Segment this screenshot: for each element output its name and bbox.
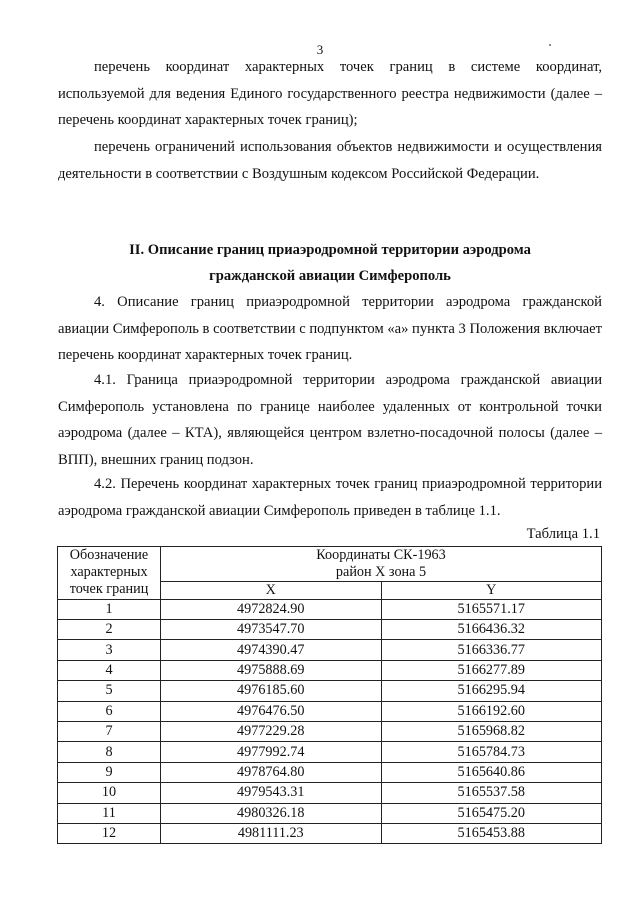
table-row — [58, 803, 602, 823]
table-row — [58, 599, 602, 619]
cell-point-number: 2 — [58, 619, 161, 639]
cell-point-number: 8 — [58, 742, 161, 762]
table-row — [58, 660, 602, 680]
cell-point-number: 4 — [58, 660, 161, 680]
cell-y: 5165968.82 — [381, 721, 602, 741]
header-point-designation-line1: Обозначение — [69, 547, 149, 564]
cell-y: 5165784.73 — [381, 742, 602, 762]
paragraph-coordinates-list: перечень координат характерных точек границ в системе координат, используемой для ведения Единого государственного реестра недвижимости (далее – перечень координат характерных точек границ); — [58, 59, 602, 129]
table-row — [58, 681, 602, 701]
table-row — [58, 640, 602, 660]
page-number: 3 — [316, 42, 324, 57]
header-point-designation-line3: точек границ — [69, 581, 149, 598]
cell-y: 5165571.17 — [381, 599, 602, 619]
table-row — [58, 742, 602, 762]
cell-point-number: 1 — [58, 599, 161, 619]
table-row — [58, 721, 602, 741]
paragraph-restrictions-list: перечень ограничений использования объектов недвижимости и осуществления деятельности в соответствии с Воздушным кодексом Российской Федерации. — [58, 139, 602, 182]
table-body — [58, 599, 602, 844]
cell-x: 4979543.31 — [161, 783, 382, 803]
cell-x: 4975888.69 — [161, 660, 382, 680]
cell-point-number: 6 — [58, 701, 161, 721]
cell-y: 5165453.88 — [381, 823, 602, 843]
cell-point-number: 7 — [58, 721, 161, 741]
table-row — [58, 619, 602, 639]
cell-y: 5165537.58 — [381, 783, 602, 803]
header-point-designation-line2: характерных — [70, 564, 148, 581]
paragraph-4: 4. Описание границ приаэродромной территории аэродрома гражданской авиации Симферополь в соответствии с подпунктом «а» пункта 3 Положения включает перечень координат характерных точек границ. — [58, 294, 602, 364]
cell-x: 4977992.74 — [161, 742, 382, 762]
cell-y: 5166277.89 — [381, 660, 602, 680]
cell-x: 4977229.28 — [161, 721, 382, 741]
cell-x: 4974390.47 — [161, 640, 382, 660]
cell-x: 4973547.70 — [161, 619, 382, 639]
cell-x: 4972824.90 — [161, 599, 382, 619]
cell-point-number: 10 — [58, 783, 161, 803]
table-caption: Таблица 1.1 — [526, 526, 600, 542]
cell-y: 5166295.94 — [381, 681, 602, 701]
section-heading-line1: II. Описание границ приаэродромной территории аэродрома — [129, 242, 531, 258]
coordinates-table — [57, 546, 602, 844]
section-heading-line2: гражданской авиации Симферополь — [209, 268, 451, 284]
table-row — [58, 823, 602, 843]
table-row — [58, 701, 602, 721]
cell-x: 4980326.18 — [161, 803, 382, 823]
header-coordinates — [161, 547, 602, 582]
cell-point-number: 11 — [58, 803, 161, 823]
cell-point-number: 5 — [58, 681, 161, 701]
paragraph-4-1: 4.1. Граница приаэродромной территории аэродрома гражданской авиации Симферополь установлена по границе наиболее удаленных от контрольной точки аэродрома (далее – КТА), являющейся центром взлетно-посадочной полосы (далее – ВПП), внешних границ подзон. — [58, 372, 602, 468]
header-coordinates-line1: Координаты СК-1963 — [316, 547, 446, 563]
cell-x: 4976185.60 — [161, 681, 382, 701]
paragraph-4-2: 4.2. Перечень координат характерных точек границ приаэродромной территории аэродрома гражданской авиации Симферополь приведен в таблице 1.1. — [58, 476, 602, 519]
cell-y: 5165640.86 — [381, 762, 602, 782]
cell-y: 5166336.77 — [381, 640, 602, 660]
header-point-designation — [58, 547, 161, 600]
cell-y: 5165475.20 — [381, 803, 602, 823]
header-col-y: Y — [381, 581, 602, 599]
header-col-x: X — [161, 581, 382, 599]
cell-point-number: 9 — [58, 762, 161, 782]
table-row — [58, 783, 602, 803]
scan-speck — [549, 44, 551, 46]
cell-y: 5166436.32 — [381, 619, 602, 639]
cell-y: 5166192.60 — [381, 701, 602, 721]
cell-x: 4976476.50 — [161, 701, 382, 721]
header-coordinates-line2: район X зона 5 — [335, 563, 427, 580]
cell-point-number: 3 — [58, 640, 161, 660]
cell-x: 4981111.23 — [161, 823, 382, 843]
table-row — [58, 762, 602, 782]
cell-x: 4978764.80 — [161, 762, 382, 782]
cell-point-number: 12 — [58, 823, 161, 843]
